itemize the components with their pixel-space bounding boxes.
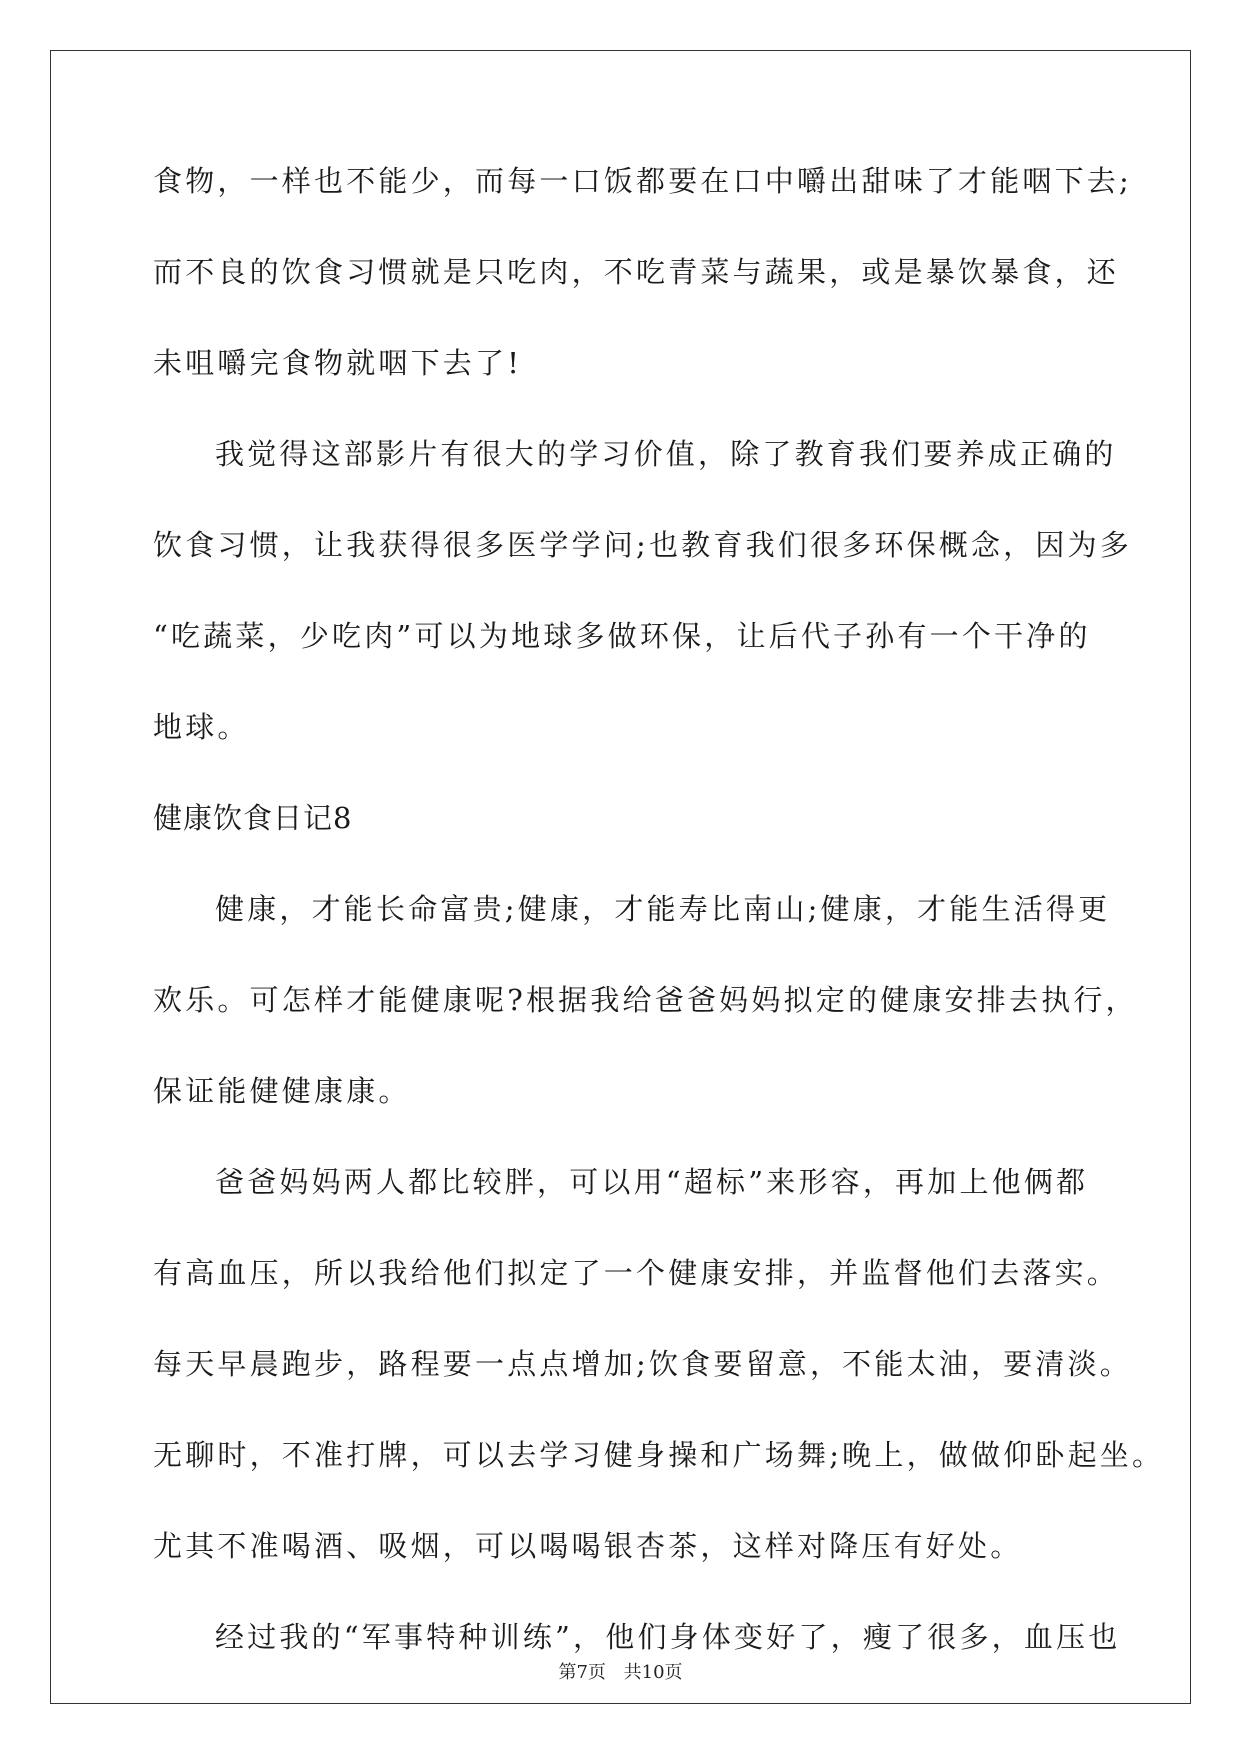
text-line: 保证能健健康康。 [153,1074,411,1108]
text-line: 而不良的饮食习惯就是只吃肉，不吃青菜与蔬果，或是暴饮暴食，还 [153,255,1120,289]
text-line: 欢乐。可怎样才能健康呢?根据我给爸爸妈妈拟定的健康安排去执行， [153,983,1138,1017]
text-line: 未咀嚼完食物就咽下去了! [153,346,523,380]
text-line: 尤其不准喝酒、吸烟，可以喝喝银杏茶，这样对降压有好处。 [153,1529,1023,1563]
document-body [153,161,1165,1708]
page-number: 第7页 [558,1662,606,1683]
total-pages: 共10页 [623,1662,683,1683]
paragraph-start: 爸爸妈妈两人都比较胖，可以用“超标”来形容，再加上他俩都 [215,1165,1089,1199]
paragraph-start: 我觉得这部影片有很大的学习价值，除了教育我们要养成正确的 [215,437,1117,471]
section-heading: 健康饮食日记8 [153,801,353,835]
text-line: “吃蔬菜，少吃肉”可以为地球多做环保，让后代子孙有一个干净的 [153,619,1091,653]
paragraph-start: 健康，才能长命富贵;健康，才能寿比南山;健康，才能生活得更 [215,892,1111,926]
text-line: 地球。 [153,710,250,744]
paragraph-start: 经过我的“军事特种训练”，他们身体变好了，瘦了很多，血压也 [215,1620,1121,1654]
text-line: 食物，一样也不能少，而每一口饭都要在口中嚼出甜味了才能咽下去; [153,164,1132,198]
text-line: 饮食习惯，让我获得很多医学学问;也教育我们很多环保概念，因为多 [153,528,1132,562]
text-line: 有高血压，所以我给他们拟定了一个健康安排，并监督他们去落实。 [153,1256,1120,1290]
text-line: 无聊时，不准打牌，可以去学习健身操和广场舞;晚上，做做仰卧起坐。 [153,1438,1165,1472]
page-footer [0,1658,1241,1684]
text-line: 每天早晨跑步，路程要一点点增加;饮食要留意，不能太油，要清淡。 [153,1347,1132,1381]
